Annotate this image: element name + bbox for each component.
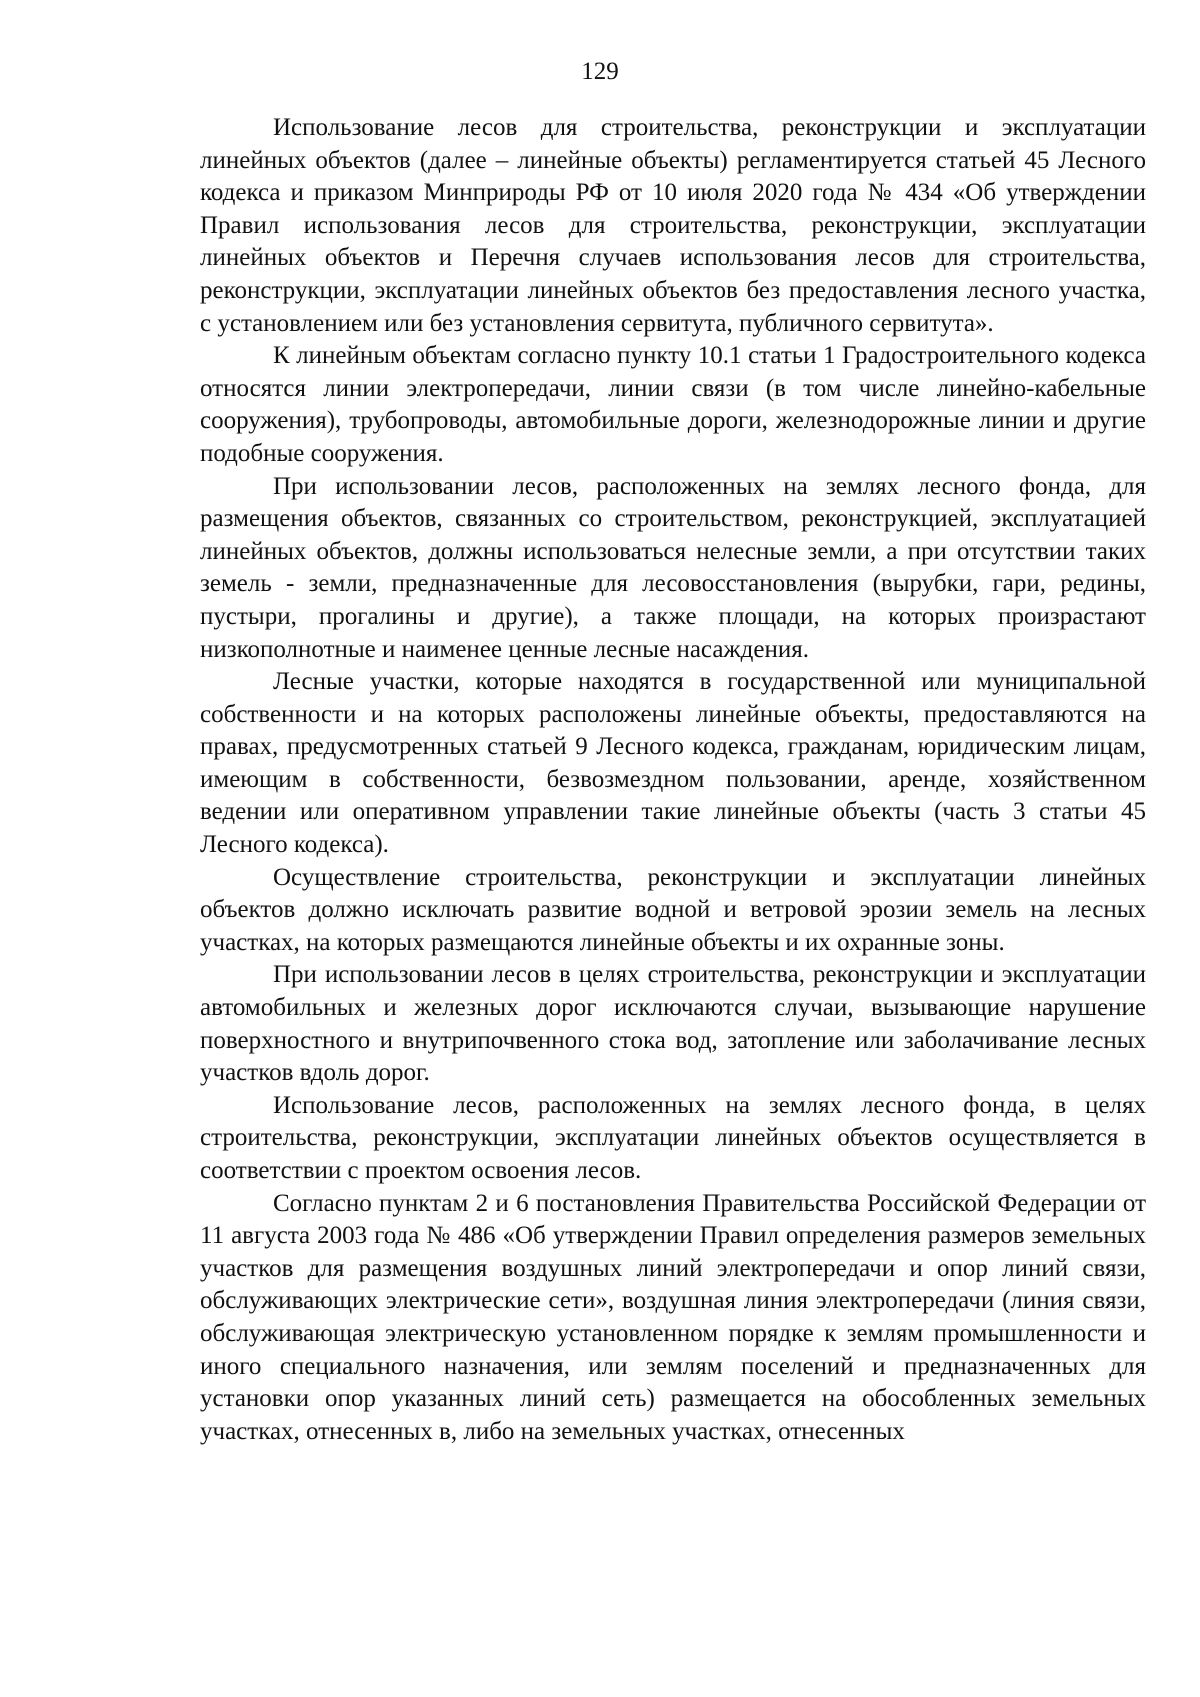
paragraph-land-use-priority: При использовании лесов, расположенных на землях лесного фонда, для размещения объектов, связанных со строительством, реконструкцией, эксплуатацией линейных объектов, должны использоваться нелесные земли, а при отсутствии таких земель - земли, предназначенные для лесовосстановления (вырубки, гари, редины, пустыри, прогалины и другие), а также площади, на которых произрастают низкополнотные и наименее ценные лесные насаждения. (200, 472, 1146, 663)
paragraph-linear-objects-regulation: Использование лесов для строительства, реконструкции и эксплуатации линейных объектов (далее – линейные объекты) регламентируется статьей 45 Лесного кодекса и приказом Минприроды РФ от 10 июля 2020 года № 434 «Об утверждении Правил использования лесов для строительства, реконструкции, эксплуатации линейных объектов и Перечня случаев использования лесов для строительства, реконструкции, эксплуатации линейных объектов без предоставления лесного участка, с установлением или без установления сервитута, публичного сервитута». (200, 114, 1146, 337)
paragraph-road-construction: При использовании лесов в целях строительства, реконструкции и эксплуатации автомобильных и железных дорог исключаются случаи, вызывающие нарушение поверхностного и внутрипочвенного стока вод, затопление или заболачивание лесных участков вдоль дорог. (200, 961, 1146, 1087)
paragraph-linear-objects-definition: К линейным объектам согласно пункту 10.1 статьи 1 Градостроительного кодекса относятся линии электропередачи, линии связи (в том числе линейно-кабельные сооружения), трубопроводы, автомобильные дороги, железнодорожные линии и другие подобные сооружения. (200, 342, 1146, 467)
paragraph-forest-plots-rights: Лесные участки, которые находятся в государственной или муниципальной собственности и на которых расположены линейные объекты, предоставляются на правах, предусмотренных статьей 9 Лесного кодекса, гражданам, юридическим лицам, имеющим в собственности, безвозмездном пользовании, аренде, хозяйственном ведении или оперативном управлении такие линейные объекты (часть 3 статьи 45 Лесного кодекса). (200, 668, 1146, 859)
document-body (200, 112, 1146, 1448)
paragraph-power-lines-land-plots: Согласно пунктам 2 и 6 постановления Правительства Российской Федерации от 11 августа 2003 года № 486 «Об утверждении Правил определения размеров земельных участков для размещения воздушных линий электропередачи и опор линий связи, обслуживающих электрические сети», воздушная линия электропередачи (линия связи, обслуживающая электрическую установленном порядке к землям промышленности и иного специального назначения, или землям поселений и предназначенных для установки опор указанных линий сеть) размещается на обособленных земельных участках, отнесенных в, либо на земельных участках, отнесенных (200, 1189, 1146, 1445)
paragraph-forest-development-project: Использование лесов, расположенных на землях лесного фонда, в целях строительства, реконструкции, эксплуатации линейных объектов осуществляется в соответствии с проектом освоения лесов. (200, 1091, 1146, 1184)
paragraph-erosion-prevention: Осуществление строительства, реконструкции и эксплуатации линейных объектов должно исключать развитие водной и ветровой эрозии земель на лесных участках, на которых размещаются линейные объекты и их охранные зоны. (200, 863, 1146, 956)
page-number: 129 (581, 58, 619, 85)
